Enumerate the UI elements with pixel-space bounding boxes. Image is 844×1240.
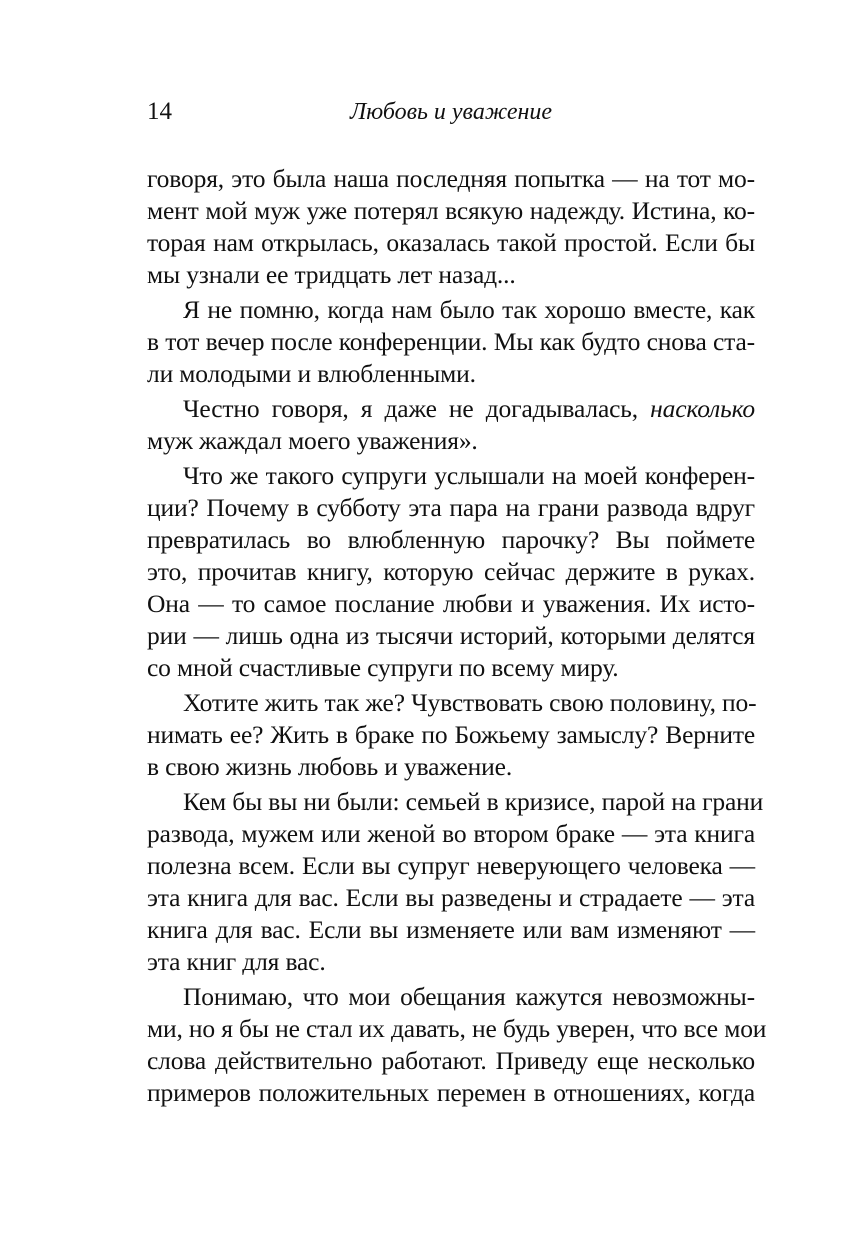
text-line: Она — то самое послание любви и уважения. Их исто- <box>147 589 755 618</box>
text-line: книга для вас. Если вы изменяете или вам изменяют — <box>147 915 755 944</box>
paragraph <box>147 393 755 457</box>
text-line: Понимаю, что мои обещания кажутся невозможны- <box>183 982 755 1011</box>
text-line: ли молодыми и влюбленными. <box>147 359 476 388</box>
text-line: со мной счастливые супруги по всему миру. <box>147 653 619 682</box>
text-line: в тот вечер после конференции. Мы как будто снова ста- <box>147 327 755 356</box>
paragraph <box>147 786 764 978</box>
text-line: Хотите жить так же? Чувствовать свою половину, по- <box>183 688 757 717</box>
page-header <box>147 96 755 128</box>
running-title: Любовь и уважение <box>349 99 553 125</box>
text-line: Что же такого супруги услышали на моей конферен- <box>183 461 755 490</box>
page-number: 14 <box>147 98 172 125</box>
paragraph <box>147 981 767 1109</box>
text-line: в свою жизнь любовь и уважение. <box>147 752 513 781</box>
text-line: мент мой муж уже потерял всякую надежду. Истина, ко- <box>147 196 755 225</box>
body-text <box>147 163 767 1109</box>
paragraph <box>147 460 755 684</box>
text-line: превратилась во влюбленную парочку? Вы поймете <box>147 525 755 554</box>
text-line: говоря, это была наша последняя попытка — на тот мо- <box>147 164 755 193</box>
text-line: полезна всем. Если вы супруг неверующего человека — <box>147 851 755 880</box>
text-line: Кем бы вы ни были: семьей в кризисе, парой на грани <box>183 787 764 816</box>
text-line: муж жаждал моего уважения». <box>147 426 478 455</box>
paragraph <box>147 687 755 783</box>
text-line: ции? Почему в субботу эта пара на грани развода вдруг <box>147 493 755 522</box>
text-line: слова действительно работают. Приведу еще несколько <box>147 1046 755 1075</box>
text-line: развода, мужем или женой во втором браке — эта книга <box>147 819 755 848</box>
text-line: эта книг для вас. <box>147 947 326 976</box>
text-line: Я не помню, когда нам было так хорошо вместе, как <box>183 295 755 324</box>
emphasized-word: насколько <box>650 394 755 423</box>
text-line <box>147 393 755 425</box>
text-line: примеров положительных перемен в отношениях, когда <box>147 1078 755 1107</box>
text-run: Честно говоря, я даже не догадывалась, <box>183 394 651 423</box>
paragraph <box>147 294 755 390</box>
paragraph <box>147 163 755 291</box>
text-line: нимать ее? Жить в браке по Божьему замыслу? Верните <box>147 720 755 749</box>
text-line: рии — лишь одна из тысячи историй, которыми делятся <box>147 621 755 650</box>
text-line: это, прочитав книгу, которую сейчас держите в руках. <box>147 557 755 586</box>
text-line: торая нам открылась, оказалась такой простой. Если бы <box>147 228 755 257</box>
text-line: эта книга для вас. Если вы разведены и страдаете — эта <box>147 883 755 912</box>
text-line: мы узнали ее тридцать лет назад... <box>147 260 516 289</box>
text-line: ми, но я бы не стал их давать, не будь уверен, что все мои <box>147 1014 767 1043</box>
